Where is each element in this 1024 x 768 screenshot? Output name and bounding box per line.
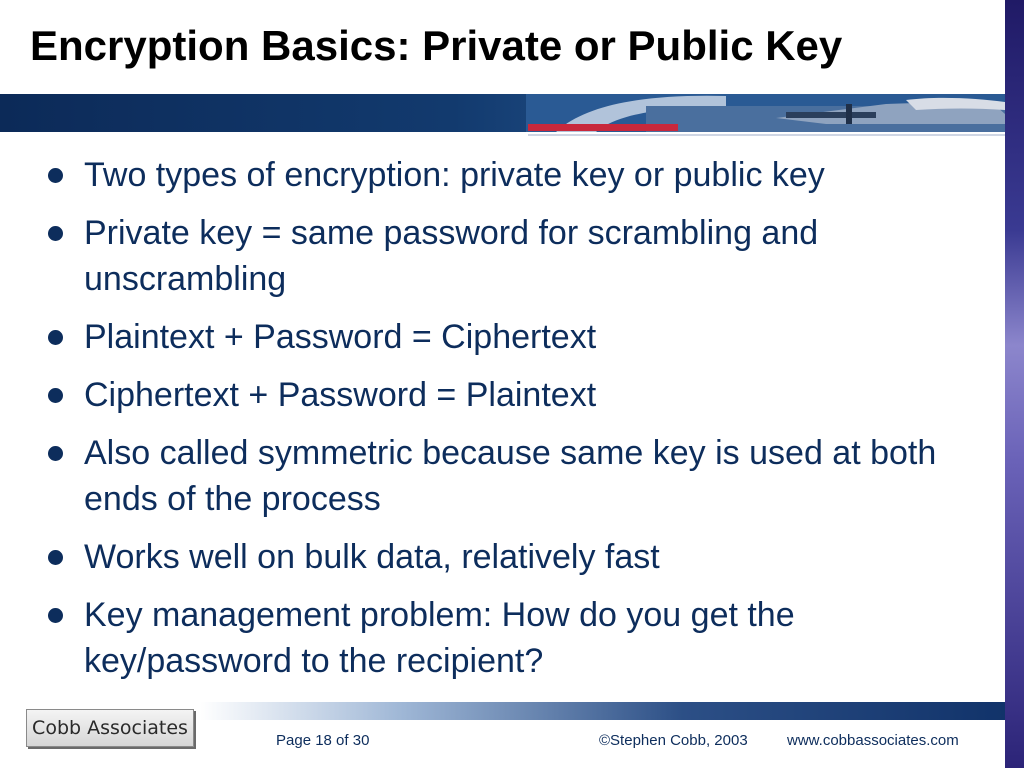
bullet-item: Key management problem: How do you get the key/password to the recipient?	[44, 592, 989, 684]
website-link[interactable]: www.cobbassociates.com	[787, 732, 959, 749]
bullet-dot-icon	[48, 388, 63, 403]
bullet-dot-icon	[48, 168, 63, 183]
bullet-item: Ciphertext + Password = Plaintext	[44, 372, 989, 418]
bullet-item: Two types of encryption: private key or public key	[44, 152, 989, 198]
copyright-notice: ©Stephen Cobb, 2003	[599, 732, 748, 749]
bullet-item: Private key = same password for scrambling and unscrambling	[44, 210, 989, 302]
bullet-item: Works well on bulk data, relatively fast	[44, 534, 989, 580]
bullet-dot-icon	[48, 226, 63, 241]
header-divider	[528, 134, 1005, 136]
bullet-dot-icon	[48, 608, 63, 623]
bullet-item: Plaintext + Password = Ciphertext	[44, 314, 989, 360]
bullet-dot-icon	[48, 550, 63, 565]
bullet-dot-icon	[48, 330, 63, 345]
page-number: Page 18 of 30	[276, 732, 370, 749]
header-red-accent	[528, 124, 678, 131]
bullet-item: Also called symmetric because same key is used at both ends of the process	[44, 430, 989, 522]
bullet-list	[44, 152, 989, 696]
bullet-dot-icon	[48, 446, 63, 461]
side-accent-bar	[1005, 0, 1024, 768]
company-logo: Cobb Associates	[26, 709, 194, 747]
slide-title: Encryption Basics: Private or Public Key	[30, 22, 843, 69]
footer-band	[200, 702, 1005, 720]
